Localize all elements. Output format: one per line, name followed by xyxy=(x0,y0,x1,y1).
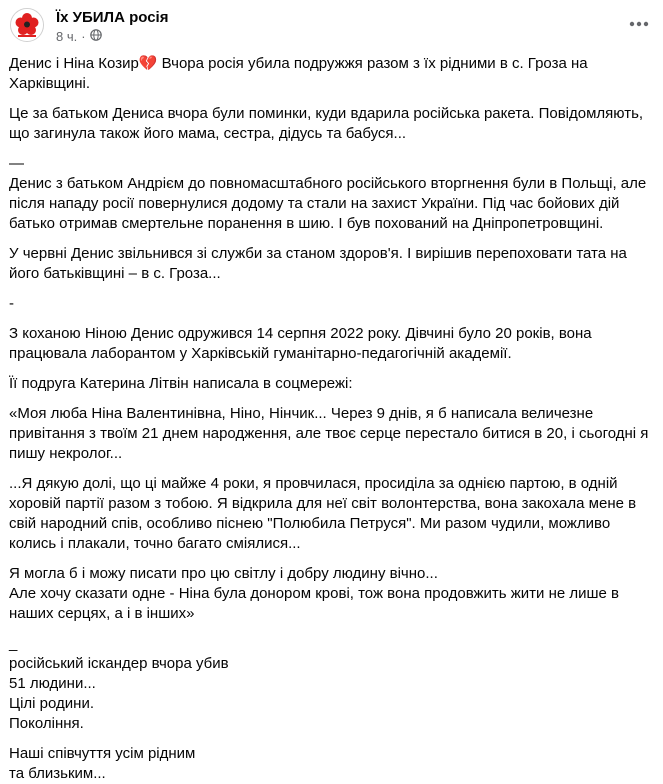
closing-line: Цілі родини. xyxy=(9,695,94,712)
quote-paragraph: Я могла б і можу писати про цю світлу і добру людину вічно... xyxy=(9,565,438,582)
red-flower-avatar-icon xyxy=(11,9,43,41)
post-text xyxy=(9,54,654,784)
closing-line: Покоління. xyxy=(9,715,84,732)
quote-paragraph: Але хочу сказати одне - Ніна була донором крові, тож вона продовжить жити не лише в наших серцях, а і в інших» xyxy=(9,585,620,622)
condolence-line: та близьким... xyxy=(9,765,106,782)
paragraph: З коханою Ніною Денис одружився 14 серпня 2022 року. Дівчині було 20 років, вона працювала лаборантом у Харківській гуманітарно-педагогічній академії. xyxy=(9,325,592,362)
paragraph: Денис і Ніна Козир💔 Вчора росія убила подружжя разом з їх рідними в с. Гроза на Харківщині. xyxy=(9,55,588,92)
closing-line: російський іскандер вчора убив xyxy=(9,655,229,672)
paragraph: У червні Денис звільнився зі служби за станом здоров'я. І вирішив перепоховати тата на його батьківщині – в с. Гроза... xyxy=(9,245,627,282)
quote-paragraph: «Моя люба Ніна Валентинівна, Ніно, Нінчик... Через 9 днів, я б написала величезне привітання з твоїм 21 днем народження, але твоє серце перестало битися в 20, і сьогодні я пишу некролог... xyxy=(9,405,649,462)
meta-separator: · xyxy=(81,28,86,44)
condolence-line: Наші співчуття усім рідним xyxy=(9,745,196,762)
post-header xyxy=(0,0,663,50)
page-avatar[interactable] xyxy=(10,8,44,42)
quote-paragraph: ...Я дякую долі, що ці майже 4 роки, я провчилася, просиділа за однією партою, в одній хоровій партії разом з тобою. Я відкрила для неї світ волонтерства, вона закохала мене в свій народний спів, особливо піснею "Полюбила Петруся". Ми разом чудили, можливо колись і плакали, точно багато сміялися... xyxy=(9,475,637,552)
closing-line: 51 людини... xyxy=(9,675,96,692)
divider-underscore: _ xyxy=(9,635,18,652)
paragraph: Це за батьком Дениса вчора були поминки, куди вдарила російська ракета. Повідомляють, що загинула також його мама, сестра, дідусь та бабуся... xyxy=(9,105,644,142)
divider-dash: — xyxy=(9,155,24,172)
paragraph: Денис з батьком Андрієм до повномасштабного російського вторгнення були в Польщі, але після нападу росії повернулися додому та стали на захист України. Під час бойових дій батько отримав смертельне поранення в шию. І був похований на Дніпропетровщині. xyxy=(9,175,647,232)
more-options-icon[interactable] xyxy=(627,12,651,36)
page-name[interactable]: Їх УБИЛА росія xyxy=(56,9,169,26)
post-time[interactable]: 8 ч. xyxy=(56,28,78,44)
globe-icon[interactable] xyxy=(90,29,102,44)
post-meta xyxy=(56,28,102,44)
paragraph: Її подруга Катерина Літвін написала в соцмережі: xyxy=(9,375,353,392)
divider-dash: - xyxy=(9,295,14,312)
